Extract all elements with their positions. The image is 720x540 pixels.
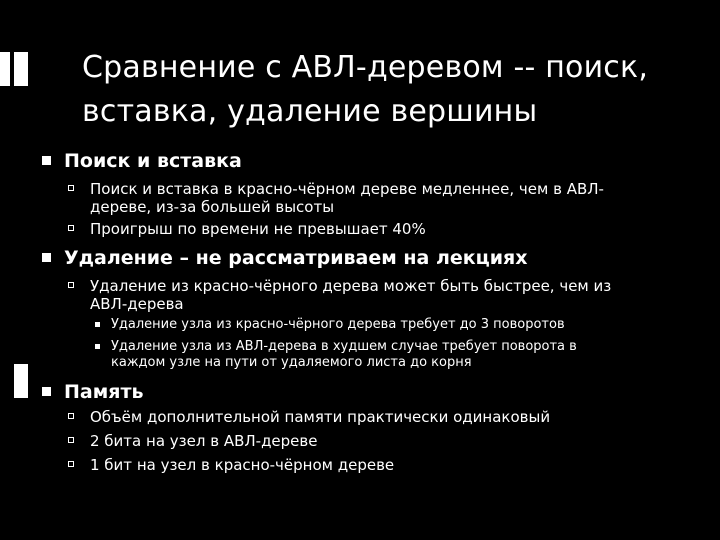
hollow-square-bullet-icon bbox=[68, 282, 74, 288]
hollow-square-bullet-icon bbox=[68, 413, 74, 419]
hollow-square-bullet-icon bbox=[68, 185, 74, 191]
hollow-square-bullet-icon bbox=[68, 225, 74, 231]
decorative-bar-left bbox=[0, 52, 10, 86]
square-bullet-icon bbox=[42, 253, 51, 262]
decorative-bar-memory bbox=[14, 364, 28, 398]
slide-title-line-2: вставка, удаление вершины bbox=[82, 94, 538, 129]
square-bullet-icon bbox=[42, 156, 51, 165]
square-bullet-icon bbox=[42, 387, 51, 396]
slide-title bbox=[82, 46, 702, 134]
decorative-bar-title bbox=[14, 52, 28, 86]
small-square-bullet-icon bbox=[95, 322, 100, 327]
slide-title-line-1: Сравнение с АВЛ-деревом -- поиск, bbox=[82, 50, 649, 85]
hollow-square-bullet-icon bbox=[68, 461, 74, 467]
small-square-bullet-icon bbox=[95, 344, 100, 349]
hollow-square-bullet-icon bbox=[68, 437, 74, 443]
